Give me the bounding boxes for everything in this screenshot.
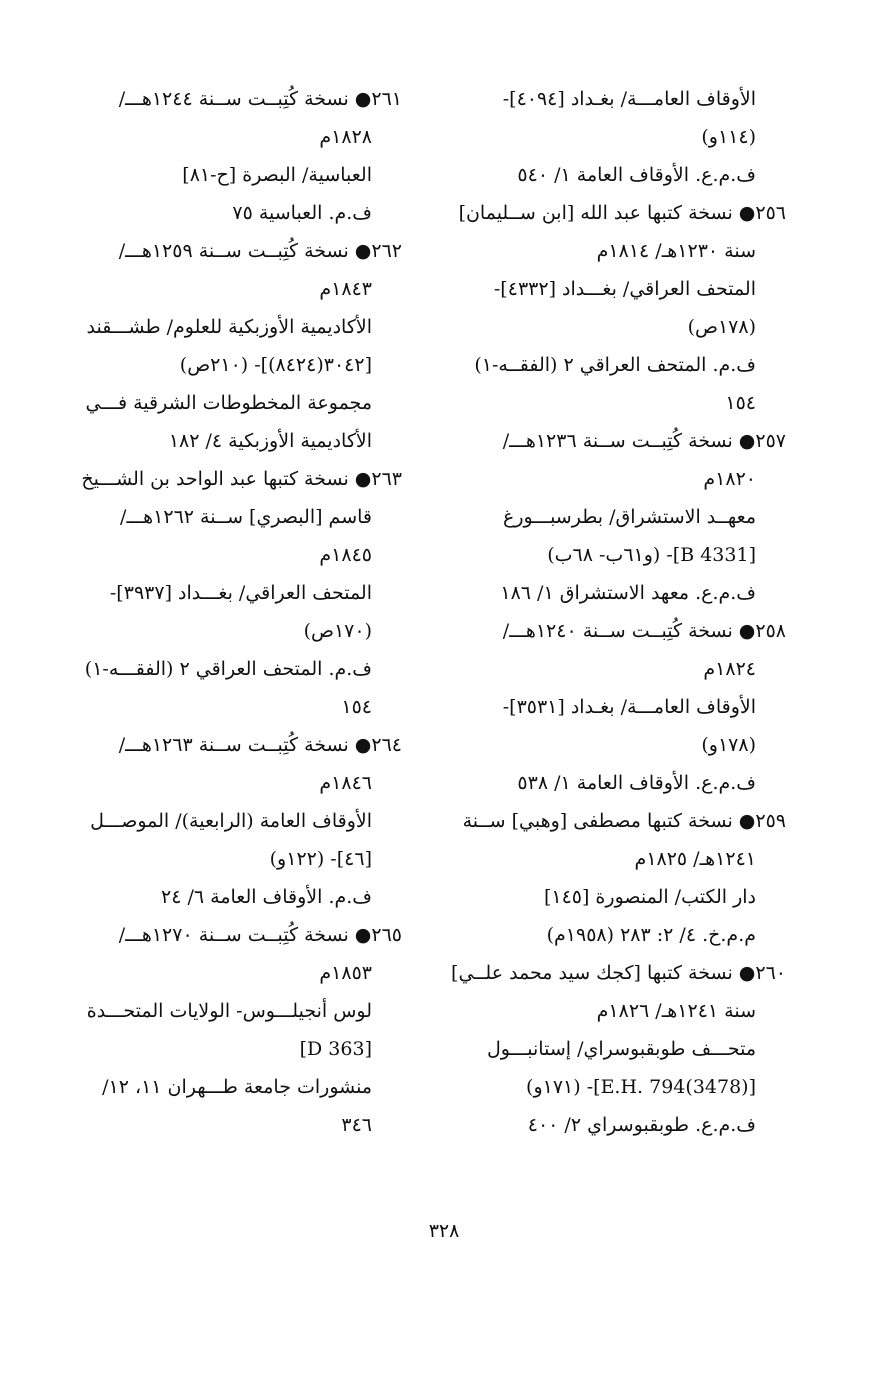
text-line: ف.م.ع. معهد الاستشراق ١/ ١٨٦: [500, 582, 756, 604]
text-line: [(3478)E.H. 794]- (١٧١و): [526, 1076, 756, 1098]
entry-heading-line: ٢٦٠● نسخة كتبها [كجك سيد محمد علــي]: [451, 962, 786, 984]
text-line: لوس أنجيلـــوس- الولايات المتحـــدة: [86, 1000, 372, 1022]
text-line: الأوقاف العامة (الرابعية)/ الموصـــل: [90, 810, 372, 832]
text-line: [B 4331]- (و٦١ب- ٦٨ب): [547, 544, 756, 566]
text-line: ٣٤٦: [341, 1114, 372, 1136]
text-line: ف.م. الأوقاف العامة ٦/ ٢٤: [161, 886, 372, 908]
text-line: المتحف العراقي/ بغـــداد [٤٣٣٢]-: [493, 278, 756, 300]
text-line: معهــد الاستشراق/ بطرسبـــورغ: [503, 506, 756, 528]
text-line: العباسية/ البصرة [ح-٨١]: [182, 164, 372, 186]
text-line: (١٧٨ص): [687, 316, 756, 338]
text-line: ١٨٢٠م: [703, 468, 756, 490]
entry-heading-line: ٢٥٩● نسخة كتبها مصطفى [وهبي] ســنة: [462, 810, 786, 832]
text-line: م.م.خ. ٤/ ٢: ٢٨٣ (١٩٥٨م): [546, 924, 756, 946]
text-line: ١٢٤١هـ/ ١٨٢٥م: [634, 848, 756, 870]
text-line: ف.م.ع. الأوقاف العامة ١/ ٥٤٠: [517, 164, 756, 186]
text-line: ف.م. المتحف العراقي ٢ (الفقــه-١): [474, 354, 756, 376]
entry-heading-line: ٢٦٣● نسخة كتبها عبد الواحد بن الشـــيخ: [81, 468, 402, 490]
text-line: ف.م. المتحف العراقي ٢ (الفقـــه-١): [84, 658, 372, 680]
entry-heading-line: ٢٦٥● نسخة كُتِبــت ســنة ١٢٧٠هـــ/: [118, 924, 402, 946]
entry-heading-line: ٢٥٦● نسخة كتبها عبد الله [ابن ســليمان]: [458, 202, 786, 224]
text-line: مجموعة المخطوطات الشرقية فـــي: [85, 392, 372, 414]
page-number: ٣٢٨: [428, 1220, 460, 1242]
text-line: (١١٤و): [701, 126, 756, 148]
text-line: سنة ١٢٤١هـ/ ١٨٢٦م: [596, 1000, 756, 1022]
text-line: قاسم [البصري] ســنة ١٢٦٢هـــ/: [120, 506, 372, 528]
text-line: ١٨٤٣م: [319, 278, 372, 300]
entry-heading-line: ٢٥٧● نسخة كُتِبــت ســنة ١٢٣٦هـــ/: [502, 430, 786, 452]
text-line: (١٧٠ص): [303, 620, 372, 642]
text-line: [D 363]: [299, 1038, 372, 1060]
text-line: منشورات جامعة طـــهران ١١، ١٢/: [102, 1076, 372, 1098]
entry-heading-line: ٢٦١● نسخة كُتِبــت ســنة ١٢٤٤هـــ/: [118, 88, 402, 110]
text-line: ١٨٤٦م: [319, 772, 372, 794]
text-line: دار الكتب/ المنصورة [١٤٥]: [543, 886, 756, 908]
text-line: ف.م.ع. طوبقبوسراي ٢/ ٤٠٠: [527, 1114, 756, 1136]
text-line: الأكاديمية الأوزبكية ٤/ ١٨٢: [168, 430, 372, 452]
text-line: الأوقاف العامـــة/ بغـداد [٤٠٩٤]-: [502, 88, 756, 110]
text-line: ١٨٤٥م: [319, 544, 372, 566]
text-line: سنة ١٢٣٠هـ/ ١٨١٤م: [596, 240, 756, 262]
text-line: (١٧٨و): [701, 734, 756, 756]
text-line: ١٨٢٨م: [319, 126, 372, 148]
text-line: [٤٦]- (١٢٢و): [269, 848, 372, 870]
entry-heading-line: ٢٦٤● نسخة كُتِبــت ســنة ١٢٦٣هـــ/: [118, 734, 402, 756]
text-line: ١٨٥٣م: [319, 962, 372, 984]
text-line: متحـــف طوبقبوسراي/ إستانبـــول: [486, 1038, 756, 1060]
text-line: ١٨٢٤م: [703, 658, 756, 680]
text-line: ف.م.ع. الأوقاف العامة ١/ ٥٣٨: [517, 772, 756, 794]
text-line: الأوقاف العامـــة/ بغـداد [٣٥٣١]-: [502, 696, 756, 718]
text-line: ف.م. العباسية ٧٥: [232, 202, 372, 224]
text-line: المتحف العراقي/ بغـــداد [٣٩٣٧]-: [109, 582, 372, 604]
text-line: [٣٠٤٢(٨٤٢٤)]- (٢١٠ص): [179, 354, 372, 376]
left-column: [62, 80, 402, 1144]
text-line: الأكاديمية الأوزبكية للعلوم/ طشـــقند: [86, 316, 372, 338]
right-column: [446, 80, 786, 1144]
entry-heading-line: ٢٥٨● نسخة كُتِبــت ســنة ١٢٤٠هـــ/: [502, 620, 786, 642]
entry-heading-line: ٢٦٢● نسخة كُتِبــت ســنة ١٢٥٩هـــ/: [118, 240, 402, 262]
text-line: ١٥٤: [725, 392, 756, 414]
text-line: ١٥٤: [341, 696, 372, 718]
